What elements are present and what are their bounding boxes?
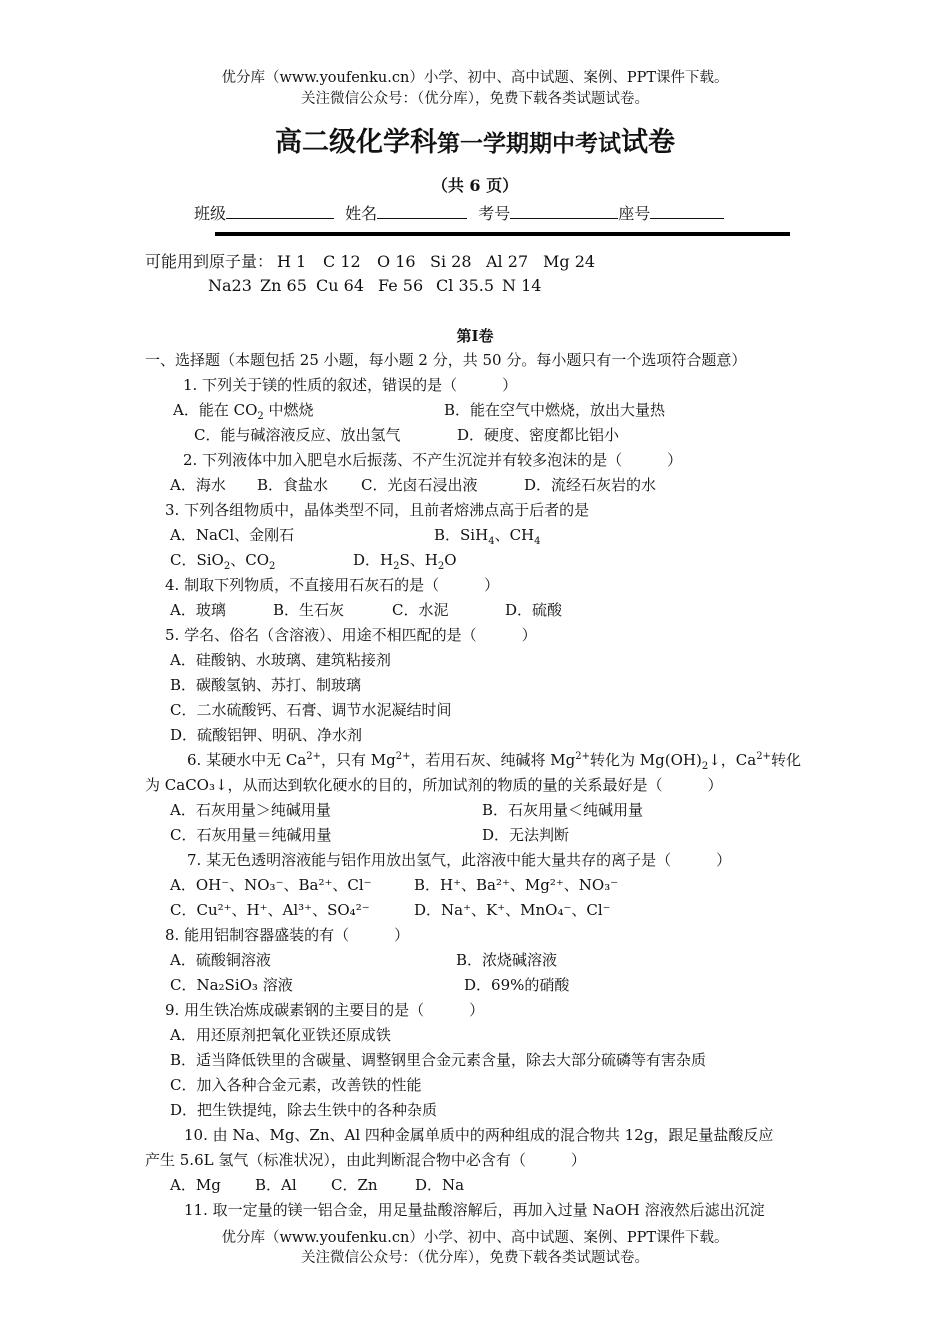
question-6: 6. 某硬水中无 $Ca^{2+}$，只有 $Mg^{2+}$，若用石灰、纯碱将 $Mg^{2+}$转化为 $Mg(OH)_2↓$，$Ca^{2+}$转化 [187,751,801,772]
question-2: 2. 下列液体中加入肥皂水后振荡、不产生沉淀并有较多泡沫的是（ ） [183,451,683,469]
q10-option-c[interactable]: C．Zn [331,1176,378,1194]
q1-option-d[interactable]: D．硬度、密度都比铝小 [457,426,620,444]
q7-option-c[interactable]: C．Cu²⁺、H⁺、Al³⁺、SO₄²⁻ [170,901,370,919]
footer-line-2: 关注微信公众号：（优分库），免费下载各类试题试卷。 [301,1250,649,1266]
atomic-mass-row-1 [145,252,273,272]
question-10-cont: 产生 5.6L 氢气（标准状况），由此判断混合物中必含有（ ） [145,1151,586,1169]
atomic-al: Al 27 [486,252,529,271]
page-count: （共 6 页） [431,176,519,195]
q3-option-c[interactable]: C．SiO$_2$、$CO_2$ [170,551,276,572]
q4-option-b[interactable]: B．生石灰 [273,601,345,619]
question-8: 8. 能用铝制容器盛装的有（ ） [165,926,410,944]
section-title: 第Ⅰ卷 [456,327,494,345]
atomic-fe: Fe 56 [378,276,424,295]
q10-option-a[interactable]: A．Mg [170,1176,221,1194]
header-line-2: 关注微信公众号：（优分库），免费下载各类试题试卷。 [301,91,649,107]
header-line-1: 优分库（www.youfenku.cn）小学、初中、高中试题、案例、PPT课件下载。 [221,70,729,86]
title-part-3: 试卷 [621,127,675,158]
class-label: 班级 [194,204,227,223]
q8-option-c[interactable]: C．Na₂SiO₃ 溶液 [170,976,293,994]
question-7: 7. 某无色透明溶液能与铝作用放出氢气，此溶液中能大量共存的离子是（ ） [187,851,732,869]
q8-option-d[interactable]: D．69%的硝酸 [464,976,570,994]
question-6-cont: 为 CaCO₃↓，从而达到软化硬水的目的，所加试剂的物质的量的关系最好是（ ） [145,776,723,794]
question-3: 3. 下列各组物质中，晶体类型不同，且前者熔沸点高于后者的是 [165,501,590,519]
q3-option-d[interactable]: D．$H_2S$、$H_2O$ [353,551,457,572]
atomic-si: Si 28 [430,252,472,271]
q7-option-a[interactable]: A．OH⁻、NO₃⁻、Ba²⁺、Cl⁻ [170,876,372,894]
q9-option-c[interactable]: C．加入各种合金元素，改善铁的性能 [170,1076,422,1094]
q4-option-c[interactable]: C．水泥 [392,601,449,619]
q1-option-a[interactable]: A．能在 $CO_2$ 中燃烧 [173,401,314,422]
atomic-label: 可能用到原子量： [145,252,274,271]
question-4: 4. 制取下列物质，不直接用石灰石的是（ ） [165,576,500,594]
atomic-cu: Cu 64 [316,276,364,295]
question-5: 5. 学名、俗名（含溶液）、用途不相匹配的是（ ） [165,626,537,644]
q5-option-c[interactable]: C．二水硫酸钙、石膏、调节水泥凝结时间 [170,701,452,719]
q9-option-a[interactable]: A．用还原剂把氧化亚铁还原成铁 [170,1026,391,1044]
q3-option-b[interactable]: B．SiH$_4$、$CH_4$ [434,526,541,547]
question-1: 1. 下列关于镁的性质的叙述，错误的是（ ） [183,376,518,394]
q8-option-a[interactable]: A．硫酸铜溶液 [170,951,271,969]
atomic-na: Na23 [208,276,252,295]
q5-option-a[interactable]: A．硅酸钠、水玻璃、建筑粘接剂 [170,651,391,669]
divider-rule [215,232,790,236]
atomic-h: H 1 [277,252,307,271]
exam-no-field[interactable] [510,202,618,219]
atomic-zn: Zn 65 [260,276,307,295]
q5-option-d[interactable]: D．硫酸铝钾、明矾、净水剂 [170,726,363,744]
instruction: 一、选择题（本题包括 25 小题，每小题 2 分，共 50 分。每小题只有一个选项符合题意） [145,351,747,369]
title-part-1: 高二级化学科 [275,127,437,158]
q7-option-b[interactable]: B．H⁺、Ba²⁺、Mg²⁺、NO₃⁻ [414,876,619,894]
q2-option-b[interactable]: B．食盐水 [257,476,329,494]
atomic-cl: Cl 35.5 [436,276,495,295]
q4-option-d[interactable]: D．硫酸 [505,601,563,619]
q2-option-a[interactable]: A．海水 [170,476,226,494]
name-label: 姓名 [345,204,378,223]
q4-option-a[interactable]: A．玻璃 [170,601,226,619]
student-info-row [194,202,724,224]
q9-option-d[interactable]: D．把生铁提纯，除去生铁中的各种杂质 [170,1101,438,1119]
name-field[interactable] [377,202,467,219]
seat-label: 座号 [618,204,651,223]
q8-option-b[interactable]: B．浓烧碱溶液 [456,951,558,969]
q10-option-d[interactable]: D．Na [415,1176,465,1194]
q1-option-c[interactable]: C．能与碱溶液反应、放出氢气 [194,426,401,444]
exam-no-label: 考号 [478,204,511,223]
question-9: 9. 用生铁冶炼成碳素钢的主要目的是（ ） [165,1001,485,1019]
question-10: 10. 由 Na、Mg、Zn、Al 四种金属单质中的两种组成的混合物共 12g，跟足量盐酸反应 [184,1126,774,1144]
q6-option-c[interactable]: C．石灰用量＝纯碱用量 [170,826,332,844]
q1-option-b[interactable]: B．能在空气中燃烧，放出大量热 [444,401,666,419]
q9-option-b[interactable]: B．适当降低铁里的含碳量、调整钢里合金元素含量，除去大部分硫磷等有害杂质 [170,1051,707,1069]
seat-field[interactable] [650,202,724,219]
atomic-c: C 12 [323,252,361,271]
atomic-n: N 14 [502,276,542,295]
q2-option-d[interactable]: D．流经石灰岩的水 [524,476,657,494]
q3-option-a[interactable]: A．NaCl、金刚石 [170,526,295,544]
q5-option-b[interactable]: B．碳酸氢钠、苏打、制玻璃 [170,676,362,694]
q2-option-c[interactable]: C．光卤石浸出液 [361,476,478,494]
q6-option-a[interactable]: A．石灰用量＞纯碱用量 [170,801,331,819]
title-part-2: 第一学期期中考试 [437,130,621,157]
question-11: 11. 取一定量的镁一铝合金，用足量盐酸溶解后，再加入过量 NaOH 溶液然后滤出沉淀 [184,1201,765,1219]
exam-title [0,127,950,158]
q6-option-d[interactable]: D．无法判断 [482,826,570,844]
footer-line-1: 优分库（www.youfenku.cn）小学、初中、高中试题、案例、PPT课件下载。 [221,1230,729,1246]
q7-option-d[interactable]: D．Na⁺、K⁺、MnO₄⁻、Cl⁻ [414,901,611,919]
atomic-mg: Mg 24 [543,252,596,271]
q10-option-b[interactable]: B．Al [255,1176,297,1194]
class-field[interactable] [226,202,334,219]
q6-option-b[interactable]: B．石灰用量＜纯碱用量 [482,801,644,819]
atomic-o: O 16 [377,252,416,271]
